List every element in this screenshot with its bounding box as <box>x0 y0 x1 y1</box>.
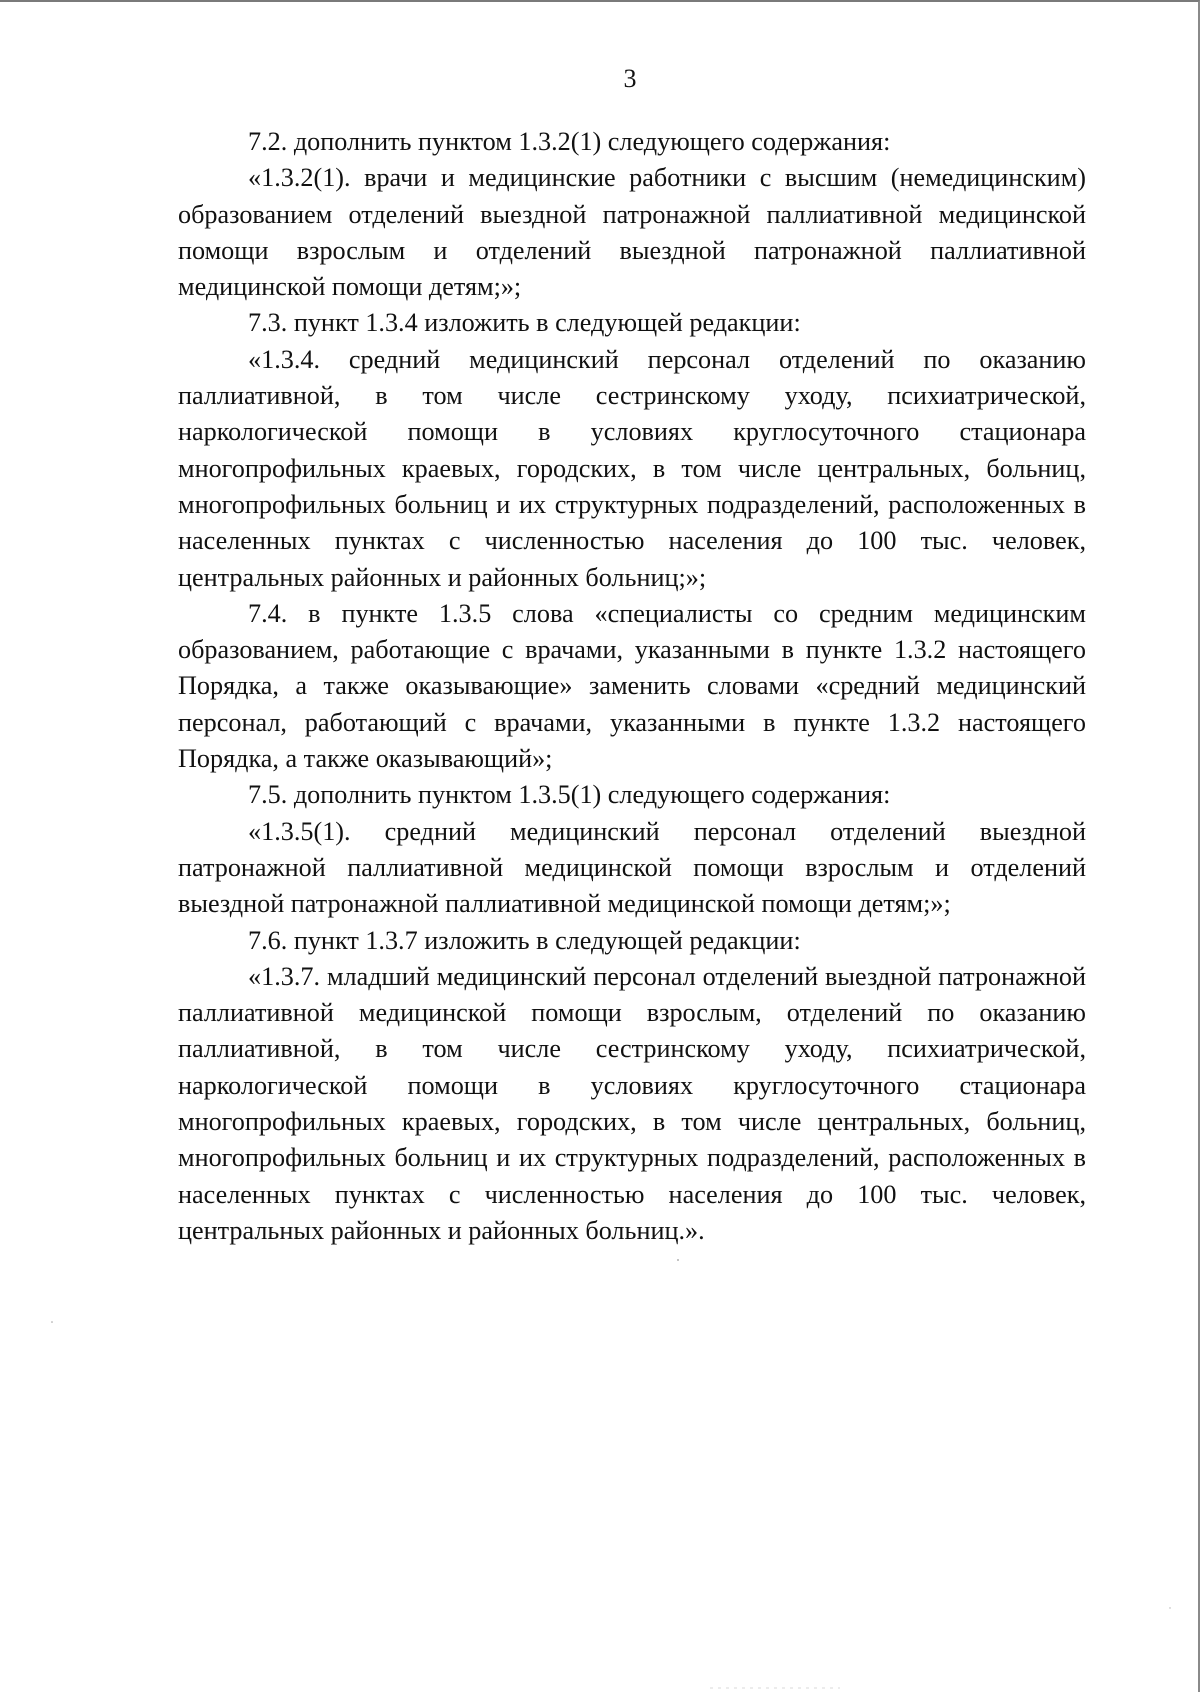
document-body <box>178 124 1086 1249</box>
paragraph-7-5: 7.5. дополнить пунктом 1.3.5(1) следующего содержания: <box>248 780 891 810</box>
paragraph-1-3-5-1: «1.3.5(1). средний медицинский персонал отделений выездной патронажной паллиативной медицинской помощи взрослым и отделений выездной патронажной паллиативной медицинской помощи детям;»; <box>178 816 1086 919</box>
paragraph-1-3-2-1: «1.3.2(1). врачи и медицинские работники с высшим (немедицинским) образованием отделений выездной патронажной паллиативной медицинской помощи взрослым и отделений выездной патронажной паллиативной медицинской помощи детям;»; <box>178 163 1086 302</box>
page-number: 3 <box>623 64 637 93</box>
paragraph-7-2: 7.2. дополнить пунктом 1.3.2(1) следующего содержания: <box>248 127 891 156</box>
paragraph-7-3: 7.3. пункт 1.3.4 изложить в следующей редакции: <box>248 308 801 338</box>
paragraph-7-4: 7.4. в пункте 1.3.5 слова «специалисты со средним медицинским образованием, работающие с врачами, указанными в пункте 1.3.2 настоящего Порядка, а также оказывающие» заменить словами «средний медицинский персонал, работающий с врачами, указанными в пункте 1.3.2 настоящего Порядка, а также оказывающий»; <box>178 598 1086 774</box>
paragraph-7-6: 7.6. пункт 1.3.7 изложить в следующей редакции: <box>248 925 801 955</box>
paragraph-1-3-7: «1.3.7. младший медицинский персонал отделений выездной патронажной паллиативной медицинской помощи взрослым, отделений по оказанию паллиативной, в том числе сестринскому уходу, психиатрической, наркологической помощи в условиях круглосуточного стационара многопрофильных краевых, городских, в том числе центральных, больниц, многопрофильных больниц и их структурных подразделений, расположенных в населенных пунктах с численностью населения до 100 тыс. человек, центральных районных и районных больниц.». <box>178 961 1086 1245</box>
paragraph-1-3-4: «1.3.4. средний медицинский персонал отделений по оказанию паллиативной, в том числе сестринскому уходу, психиатрической, наркологической помощи в условиях круглосуточного стационара многопрофильных краевых, городских, в том числе центральных, больниц, многопрофильных больниц и их структурных подразделений, расположенных в населенных пунктах с численностью населения до 100 тыс. человек, центральных районных и районных больниц;»; <box>178 344 1086 592</box>
